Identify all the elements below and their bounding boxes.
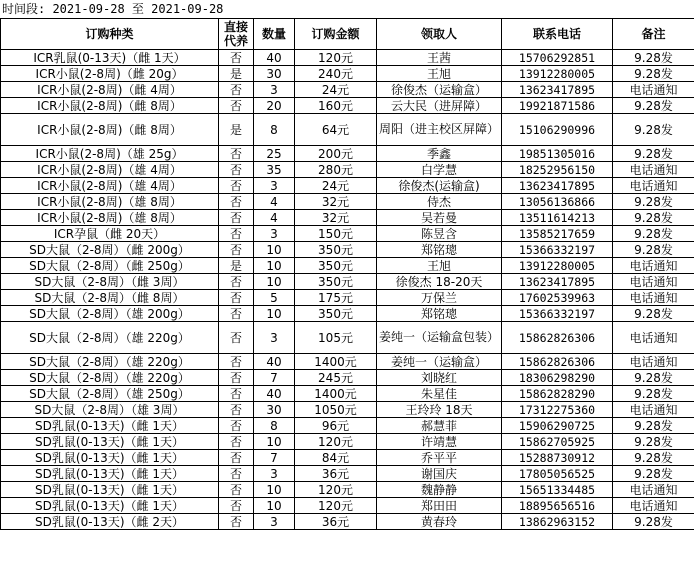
header-recipient: 领取人	[377, 19, 502, 50]
cell-order-type: ICR孕鼠（雌 20天）	[1, 226, 219, 242]
cell-recipient: 吴若曼	[377, 210, 502, 226]
table-row	[1, 306, 694, 322]
table-row	[1, 210, 694, 226]
table-row	[1, 50, 694, 66]
cell-note: 9.28发	[613, 194, 694, 210]
cell-quantity: 10	[254, 498, 295, 514]
cell-phone: 13623417895	[502, 82, 613, 98]
cell-recipient: 姜纯一（运输盒）	[377, 354, 502, 370]
cell-quantity: 3	[254, 226, 295, 242]
table-row	[1, 514, 694, 530]
cell-quantity: 3	[254, 466, 295, 482]
table-row	[1, 450, 694, 466]
cell-direct-care: 否	[219, 274, 254, 290]
cell-recipient: 侍杰	[377, 194, 502, 210]
cell-note: 9.28发	[613, 50, 694, 66]
cell-amount: 24元	[295, 178, 377, 194]
header-order-type: 订购种类	[1, 19, 219, 50]
cell-direct-care: 否	[219, 322, 254, 354]
cell-amount: 280元	[295, 162, 377, 178]
cell-quantity: 20	[254, 98, 295, 114]
cell-amount: 350元	[295, 306, 377, 322]
cell-note: 9.28发	[613, 370, 694, 386]
table-row	[1, 162, 694, 178]
order-table	[0, 18, 694, 530]
cell-order-type: SD大鼠（2-8周）（雄 220g）	[1, 322, 219, 354]
table-row	[1, 114, 694, 146]
cell-note: 电话通知	[613, 498, 694, 514]
table-row	[1, 146, 694, 162]
cell-note: 电话通知	[613, 402, 694, 418]
cell-direct-care: 否	[219, 50, 254, 66]
cell-note: 9.28发	[613, 226, 694, 242]
cell-amount: 120元	[295, 434, 377, 450]
cell-order-type: SD大鼠（2-8周）（雄 220g）	[1, 370, 219, 386]
cell-recipient: 朱星佳	[377, 386, 502, 402]
cell-order-type: SD大鼠（2-8周）（雄 200g）	[1, 306, 219, 322]
cell-quantity: 10	[254, 306, 295, 322]
cell-recipient: 黄春玲	[377, 514, 502, 530]
cell-amount: 175元	[295, 290, 377, 306]
cell-order-type: ICR小鼠(2-8周)（雌 20g）	[1, 66, 219, 82]
table-row	[1, 194, 694, 210]
cell-phone: 15906290725	[502, 418, 613, 434]
cell-note: 电话通知	[613, 322, 694, 354]
cell-direct-care: 否	[219, 354, 254, 370]
cell-direct-care: 否	[219, 386, 254, 402]
cell-direct-care: 否	[219, 162, 254, 178]
cell-note: 9.28发	[613, 386, 694, 402]
cell-quantity: 8	[254, 418, 295, 434]
cell-amount: 120元	[295, 482, 377, 498]
cell-direct-care: 否	[219, 194, 254, 210]
cell-phone: 15862826306	[502, 354, 613, 370]
cell-recipient: 王旭	[377, 66, 502, 82]
cell-order-type: ICR小鼠(2-8周)（雌 4周）	[1, 82, 219, 98]
cell-recipient: 王玲玲 18天	[377, 402, 502, 418]
table-row	[1, 178, 694, 194]
cell-amount: 245元	[295, 370, 377, 386]
cell-quantity: 4	[254, 210, 295, 226]
cell-order-type: ICR小鼠(2-8周)（雄 8周）	[1, 194, 219, 210]
cell-order-type: SD乳鼠(0-13天)（雌 1天）	[1, 466, 219, 482]
cell-direct-care: 否	[219, 482, 254, 498]
cell-amount: 150元	[295, 226, 377, 242]
cell-quantity: 35	[254, 162, 295, 178]
cell-direct-care: 否	[219, 466, 254, 482]
cell-quantity: 30	[254, 402, 295, 418]
cell-direct-care: 否	[219, 82, 254, 98]
cell-order-type: SD大鼠（2-8周）（雌 3周）	[1, 274, 219, 290]
cell-phone: 19851305016	[502, 146, 613, 162]
cell-phone: 15862705925	[502, 434, 613, 450]
cell-recipient: 周阳（进主校区屏障）	[377, 114, 502, 146]
cell-amount: 64元	[295, 114, 377, 146]
cell-note: 电话通知	[613, 354, 694, 370]
cell-amount: 350元	[295, 274, 377, 290]
cell-amount: 120元	[295, 498, 377, 514]
cell-phone: 15288730912	[502, 450, 613, 466]
cell-phone: 13623417895	[502, 178, 613, 194]
table-row	[1, 98, 694, 114]
cell-quantity: 10	[254, 274, 295, 290]
cell-note: 9.28发	[613, 418, 694, 434]
cell-direct-care: 否	[219, 290, 254, 306]
cell-direct-care: 否	[219, 306, 254, 322]
table-body	[1, 50, 694, 530]
cell-quantity: 3	[254, 322, 295, 354]
table-row	[1, 498, 694, 514]
cell-order-type: SD乳鼠(0-13天)（雌 1天）	[1, 450, 219, 466]
cell-note: 9.28发	[613, 466, 694, 482]
table-row	[1, 82, 694, 98]
cell-quantity: 10	[254, 242, 295, 258]
cell-quantity: 3	[254, 514, 295, 530]
table-row	[1, 434, 694, 450]
cell-order-type: ICR小鼠(2-8周)（雄 8周）	[1, 210, 219, 226]
cell-recipient: 郑田田	[377, 498, 502, 514]
cell-direct-care: 否	[219, 98, 254, 114]
table-row	[1, 418, 694, 434]
cell-recipient: 姜纯一（运输盒包装）	[377, 322, 502, 354]
cell-phone: 15706292851	[502, 50, 613, 66]
cell-note: 9.28发	[613, 434, 694, 450]
cell-order-type: ICR小鼠(2-8周)（雄 4周）	[1, 162, 219, 178]
cell-direct-care: 否	[219, 226, 254, 242]
cell-recipient: 郝慧菲	[377, 418, 502, 434]
cell-amount: 24元	[295, 82, 377, 98]
cell-direct-care: 否	[219, 498, 254, 514]
cell-note: 电话通知	[613, 258, 694, 274]
cell-direct-care: 否	[219, 210, 254, 226]
cell-recipient: 徐俊杰（运输盒）	[377, 82, 502, 98]
cell-recipient: 万保兰	[377, 290, 502, 306]
cell-note: 9.28发	[613, 514, 694, 530]
cell-recipient: 陈昱含	[377, 226, 502, 242]
cell-note: 电话通知	[613, 178, 694, 194]
cell-phone: 18306298290	[502, 370, 613, 386]
cell-recipient: 王茜	[377, 50, 502, 66]
table-row	[1, 466, 694, 482]
table-row	[1, 402, 694, 418]
cell-order-type: SD乳鼠(0-13天)（雌 1天）	[1, 434, 219, 450]
cell-quantity: 5	[254, 290, 295, 306]
cell-phone: 15366332197	[502, 242, 613, 258]
table-row	[1, 370, 694, 386]
table-row	[1, 274, 694, 290]
table-row	[1, 242, 694, 258]
table-row	[1, 322, 694, 354]
header-phone: 联系电话	[502, 19, 613, 50]
cell-amount: 36元	[295, 514, 377, 530]
table-row	[1, 226, 694, 242]
cell-recipient: 白学慧	[377, 162, 502, 178]
cell-recipient: 乔平平	[377, 450, 502, 466]
cell-amount: 1400元	[295, 354, 377, 370]
cell-phone: 13912280005	[502, 66, 613, 82]
cell-order-type: SD乳鼠(0-13天)（雌 1天）	[1, 498, 219, 514]
cell-note: 电话通知	[613, 82, 694, 98]
cell-order-type: ICR小鼠(2-8周)（雌 8周）	[1, 98, 219, 114]
cell-quantity: 10	[254, 434, 295, 450]
cell-direct-care: 是	[219, 258, 254, 274]
cell-phone: 15366332197	[502, 306, 613, 322]
cell-phone: 19921871586	[502, 98, 613, 114]
cell-direct-care: 否	[219, 178, 254, 194]
cell-direct-care: 是	[219, 66, 254, 82]
cell-recipient: 王旭	[377, 258, 502, 274]
cell-phone: 15862828290	[502, 386, 613, 402]
cell-amount: 1050元	[295, 402, 377, 418]
cell-amount: 96元	[295, 418, 377, 434]
cell-phone: 15862826306	[502, 322, 613, 354]
cell-quantity: 7	[254, 450, 295, 466]
cell-phone: 13511614213	[502, 210, 613, 226]
cell-direct-care: 否	[219, 514, 254, 530]
cell-quantity: 10	[254, 258, 295, 274]
cell-phone: 18895656516	[502, 498, 613, 514]
cell-note: 电话通知	[613, 274, 694, 290]
cell-phone: 17602539963	[502, 290, 613, 306]
cell-amount: 240元	[295, 66, 377, 82]
cell-direct-care: 否	[219, 402, 254, 418]
table-row	[1, 66, 694, 82]
cell-amount: 160元	[295, 98, 377, 114]
cell-note: 9.28发	[613, 66, 694, 82]
header-direct-care: 直接代养	[219, 19, 254, 50]
cell-order-type: SD乳鼠(0-13天)（雌 1天）	[1, 482, 219, 498]
cell-direct-care: 否	[219, 434, 254, 450]
cell-amount: 84元	[295, 450, 377, 466]
cell-phone: 18252956150	[502, 162, 613, 178]
table-row	[1, 354, 694, 370]
cell-direct-care: 是	[219, 114, 254, 146]
cell-recipient: 郑铭璁	[377, 306, 502, 322]
table-row	[1, 386, 694, 402]
cell-phone: 15106290996	[502, 114, 613, 146]
header-note: 备注	[613, 19, 694, 50]
cell-order-type: ICR乳鼠(0-13天)（雌 1天）	[1, 50, 219, 66]
cell-order-type: SD大鼠（2-8周）（雄 220g）	[1, 354, 219, 370]
cell-note: 电话通知	[613, 482, 694, 498]
cell-quantity: 3	[254, 178, 295, 194]
cell-order-type: SD乳鼠(0-13天)（雌 2天）	[1, 514, 219, 530]
cell-note: 9.28发	[613, 242, 694, 258]
cell-direct-care: 否	[219, 450, 254, 466]
cell-phone: 17805056525	[502, 466, 613, 482]
cell-recipient: 云大民（进屏障）	[377, 98, 502, 114]
cell-amount: 32元	[295, 210, 377, 226]
cell-order-type: ICR小鼠(2-8周)（雄 4周）	[1, 178, 219, 194]
cell-note: 电话通知	[613, 290, 694, 306]
cell-recipient: 徐俊杰 18-20天	[377, 274, 502, 290]
cell-note: 9.28发	[613, 146, 694, 162]
cell-note: 9.28发	[613, 306, 694, 322]
cell-note: 电话通知	[613, 162, 694, 178]
cell-quantity: 3	[254, 82, 295, 98]
cell-quantity: 7	[254, 370, 295, 386]
cell-order-type: ICR小鼠(2-8周)（雄 25g）	[1, 146, 219, 162]
cell-recipient: 季鑫	[377, 146, 502, 162]
cell-amount: 120元	[295, 50, 377, 66]
cell-recipient: 郑铭璁	[377, 242, 502, 258]
cell-direct-care: 否	[219, 242, 254, 258]
cell-quantity: 25	[254, 146, 295, 162]
cell-direct-care: 否	[219, 370, 254, 386]
cell-phone: 13623417895	[502, 274, 613, 290]
cell-amount: 1400元	[295, 386, 377, 402]
cell-quantity: 40	[254, 386, 295, 402]
cell-recipient: 许靖慧	[377, 434, 502, 450]
cell-order-type: SD大鼠（2-8周）（雄 3周）	[1, 402, 219, 418]
cell-amount: 350元	[295, 258, 377, 274]
cell-quantity: 30	[254, 66, 295, 82]
cell-direct-care: 否	[219, 146, 254, 162]
cell-amount: 36元	[295, 466, 377, 482]
cell-phone: 13862963152	[502, 514, 613, 530]
cell-order-type: SD大鼠（2-8周）（雌 250g）	[1, 258, 219, 274]
cell-quantity: 40	[254, 354, 295, 370]
cell-amount: 105元	[295, 322, 377, 354]
cell-phone: 17312275360	[502, 402, 613, 418]
cell-amount: 350元	[295, 242, 377, 258]
cell-quantity: 8	[254, 114, 295, 146]
cell-order-type: ICR小鼠(2-8周)（雌 8周）	[1, 114, 219, 146]
cell-amount: 200元	[295, 146, 377, 162]
cell-order-type: SD乳鼠(0-13天)（雌 1天）	[1, 418, 219, 434]
cell-quantity: 10	[254, 482, 295, 498]
cell-phone: 15651334485	[502, 482, 613, 498]
cell-order-type: SD大鼠（2-8周）（雌 200g）	[1, 242, 219, 258]
cell-note: 9.28发	[613, 210, 694, 226]
cell-phone: 13585217659	[502, 226, 613, 242]
cell-recipient: 谢国庆	[377, 466, 502, 482]
cell-direct-care: 否	[219, 418, 254, 434]
cell-phone: 13056136866	[502, 194, 613, 210]
table-row	[1, 482, 694, 498]
header-amount: 订购金额	[295, 19, 377, 50]
table-row	[1, 258, 694, 274]
cell-recipient: 魏静静	[377, 482, 502, 498]
table-row	[1, 290, 694, 306]
cell-quantity: 40	[254, 50, 295, 66]
cell-amount: 32元	[295, 194, 377, 210]
header-row	[1, 19, 694, 50]
header-quantity: 数量	[254, 19, 295, 50]
date-range: 时间段: 2021-09-28 至 2021-09-28	[2, 2, 224, 16]
cell-quantity: 4	[254, 194, 295, 210]
cell-recipient: 徐俊杰(运输盒)	[377, 178, 502, 194]
cell-recipient: 刘晓红	[377, 370, 502, 386]
cell-phone: 13912280005	[502, 258, 613, 274]
cell-order-type: SD大鼠（2-8周）（雌 8周）	[1, 290, 219, 306]
cell-note: 9.28发	[613, 98, 694, 114]
cell-note: 9.28发	[613, 450, 694, 466]
cell-note: 9.28发	[613, 114, 694, 146]
cell-order-type: SD大鼠（2-8周）（雄 250g）	[1, 386, 219, 402]
